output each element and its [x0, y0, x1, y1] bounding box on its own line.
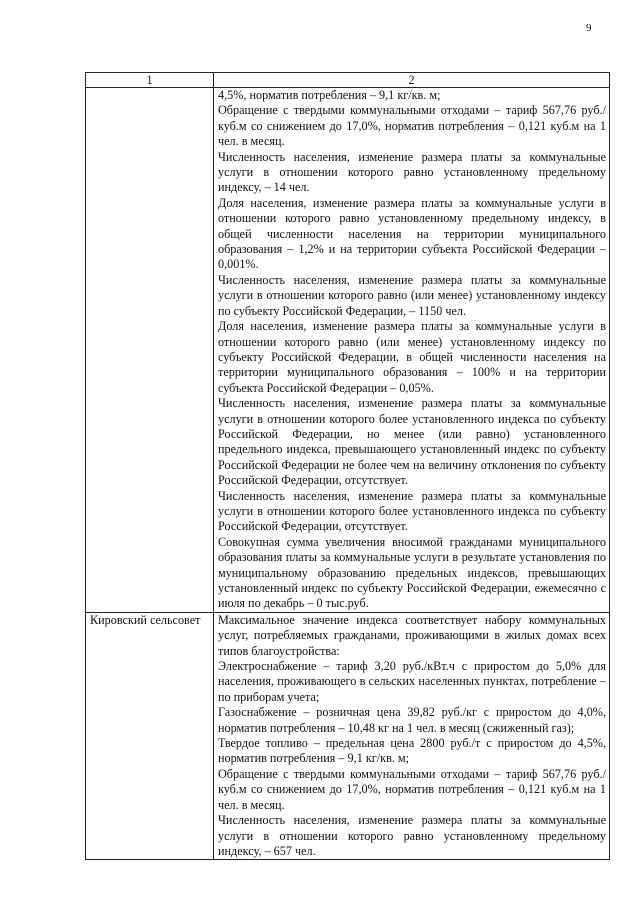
table-row	[86, 612, 610, 860]
table-header-row	[86, 73, 610, 88]
table-row	[86, 88, 610, 613]
description-cell	[214, 612, 610, 860]
page-number: 9	[586, 22, 592, 34]
data-table	[85, 72, 610, 860]
paragraph: Доля населения, изменение размера платы за коммунальные услуги в отношении которого равно (или менее) установленному индексу по субъекту Российской Федерации, в общей численности населения на территории муниципального образования – 100% и на территории субъекта Российской Федерации – 0,05%.	[218, 319, 606, 395]
description-cell	[214, 88, 610, 613]
paragraph: Обращение с твердыми коммунальными отходами – тариф 567,76 руб./куб.м со снижением до 17,0%, норматив потребления – 0,121 куб.м на 1 чел. в месяц.	[218, 103, 606, 149]
paragraph: Численность населения, изменение размера платы за коммунальные услуги в отношении которого более установленного индекса по субъекту Российской Федерации, но менее (или равно) установленного предельного индекса, превышающего установленный индекс по субъекту Российской Федерации не более чем на величину отклонения по субъекту Российской Федерации, отсутствует.	[218, 396, 606, 488]
paragraph: Электроснабжение – тариф 3,20 руб./кВт.ч с приростом до 5,0% для населения, проживающего в сельских населенных пунктах, потребление – по приборам учета;	[218, 659, 606, 704]
paragraph: Численность населения, изменение размера платы за коммунальные услуги в отношении которого равно (или менее) установленному индексу по субъекту Российской Федерации, – 1150 чел.	[218, 272, 606, 318]
paragraph: Совокупная сумма увеличения вносимой гражданами муниципального образования платы за коммунальные услуги в результате установления по муниципальному образованию предельных индексов, превышающих установленный индекс по субъекту Российской Федерации, ежемесячно с июля по декабрь – 0 тыс.руб.	[218, 534, 606, 611]
column-header-1: 1	[86, 73, 214, 88]
paragraph: Доля населения, изменение размера платы за коммунальные услуги в отношении которого равно установленному предельному индексу, в общей численности населения на территории муниципального образования – 1,2% и на территории субъекта Российской Федерации – 0,001%.	[218, 195, 606, 272]
column-header-2: 2	[214, 73, 610, 88]
paragraph: Численность населения, изменение размера платы за коммунальные услуги в отношении которого равно установленному предельному индексу, – 14 чел.	[218, 149, 606, 195]
region-cell: Кировский сельсовет	[86, 612, 214, 860]
paragraph: Максимальное значение индекса соответствует набору коммунальных услуг, потребляемых гражданами, проживающими в жилых домах всех типов благоустройства:	[218, 612, 606, 658]
paragraph: 4,5%, норматив потребления – 9,1 кг/кв. м;	[218, 88, 441, 102]
paragraph: Численность населения, изменение размера платы за коммунальные услуги в отношении которого более установленного индекса по субъекту Российской Федерации, отсутствует.	[218, 488, 606, 534]
paragraph: Твердое топливо – предельная цена 2800 руб./т с приростом до 4,5%, норматив потребления – 9,1 кг/кв. м;	[218, 736, 606, 766]
paragraph: Обращение с твердыми коммунальными отходами – тариф 567,76 руб./куб.м со снижением до 17,0%, норматив потребления – 0,121 куб.м на 1 чел. в месяц.	[218, 766, 606, 812]
region-cell	[86, 88, 214, 613]
paragraph: Численность населения, изменение размера платы за коммунальные услуги в отношении которого равно установленному предельному индексу, – 657 чел.	[218, 813, 606, 858]
paragraph: Газоснабжение – розничная цена 39,82 руб./кг с приростом до 4,0%, норматив потребления – 10,48 кг на 1 чел. в месяц (сжиженный газ);	[218, 705, 606, 735]
